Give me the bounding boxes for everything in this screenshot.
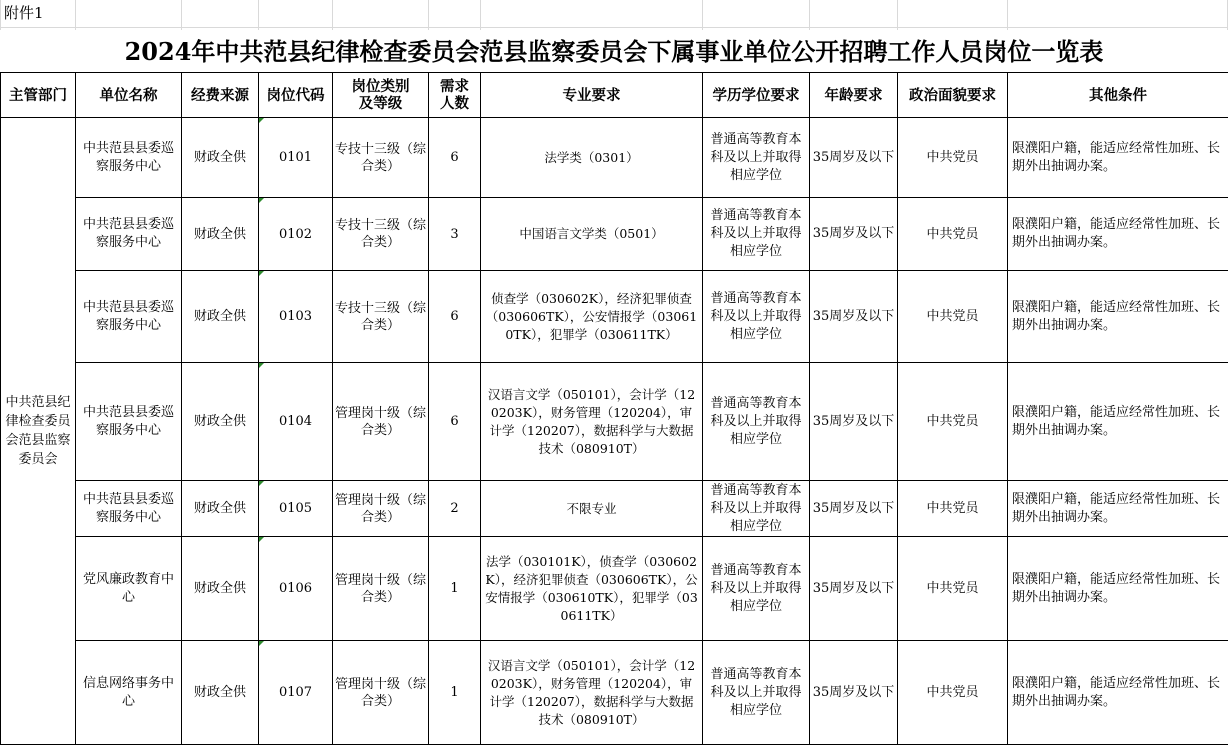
code-value: 0104	[278, 414, 313, 429]
other-cell: 限濮阳户籍，能适应经常性加班、长期外出抽调办案。	[1008, 271, 1228, 363]
table-row	[1, 363, 1228, 481]
funding-cell: 财政全供	[182, 641, 259, 745]
count-cell: 3	[429, 198, 481, 271]
gridline	[0, 27, 1228, 28]
other-cell: 限濮阳户籍，能适应经常性加班、长期外出抽调办案。	[1008, 641, 1228, 745]
table-row	[1, 537, 1228, 641]
category-cell: 专技十三级（综合类）	[333, 198, 429, 271]
political-cell: 中共党员	[898, 271, 1008, 363]
political-cell: 中共党员	[898, 641, 1008, 745]
annex-label: 附件1	[4, 4, 44, 22]
code-value: 0107	[278, 685, 313, 700]
header-row	[1, 73, 1228, 118]
political-cell: 中共党员	[898, 198, 1008, 271]
code-value: 0101	[278, 150, 313, 165]
dept-cell: 中共范县纪律检查委员会范县监察委员会	[1, 118, 76, 745]
education-cell: 普通高等教育本科及以上并取得相应学位	[703, 481, 810, 537]
code-cell	[259, 118, 333, 198]
category-cell: 管理岗十级（综合类）	[333, 641, 429, 745]
cell-marker	[259, 271, 264, 276]
code-cell	[259, 537, 333, 641]
education-cell: 普通高等教育本科及以上并取得相应学位	[703, 118, 810, 198]
age-cell: 35周岁及以下	[810, 271, 898, 363]
age-cell: 35周岁及以下	[810, 118, 898, 198]
unit-cell: 中共范县县委巡察服务中心	[76, 198, 182, 271]
code-value: 0106	[278, 581, 313, 596]
major-cell: 汉语言文学（050101），会计学（120203K），财务管理（120204），审计学（120207），数据科学与大数据技术（080910T）	[481, 641, 703, 745]
cell-marker	[259, 363, 264, 368]
category-cell: 管理岗十级（综合类）	[333, 363, 429, 481]
count-cell: 6	[429, 271, 481, 363]
table-row	[1, 481, 1228, 537]
gridline	[181, 0, 182, 30]
count-cell: 1	[429, 641, 481, 745]
education-cell: 普通高等教育本科及以上并取得相应学位	[703, 363, 810, 481]
unit-cell: 信息网络事务中心	[76, 641, 182, 745]
header-other: 其他条件	[1008, 73, 1228, 118]
education-cell: 普通高等教育本科及以上并取得相应学位	[703, 537, 810, 641]
gridline	[897, 0, 898, 30]
code-value: 0105	[278, 501, 313, 516]
funding-cell: 财政全供	[182, 271, 259, 363]
education-cell: 普通高等教育本科及以上并取得相应学位	[703, 198, 810, 271]
table-row	[1, 641, 1228, 745]
gridline	[75, 0, 76, 30]
funding-cell: 财政全供	[182, 537, 259, 641]
header-dept: 主管部门	[1, 73, 76, 118]
political-cell: 中共党员	[898, 363, 1008, 481]
header-category: 岗位类别及等级	[333, 73, 429, 118]
count-cell: 6	[429, 363, 481, 481]
age-cell: 35周岁及以下	[810, 198, 898, 271]
other-cell: 限濮阳户籍，能适应经常性加班、长期外出抽调办案。	[1008, 198, 1228, 271]
gridline	[0, 0, 1, 30]
gridline	[480, 0, 481, 30]
code-value: 0102	[278, 226, 313, 242]
gridline	[332, 0, 333, 30]
age-cell: 35周岁及以下	[810, 537, 898, 641]
education-cell: 普通高等教育本科及以上并取得相应学位	[703, 641, 810, 745]
major-cell: 汉语言文学（050101），会计学（120203K），财务管理（120204），审计学（120207），数据科学与大数据技术（080910T）	[481, 363, 703, 481]
major-cell: 法学（030101K），侦查学（030602K），经济犯罪侦查（030606TK），公安情报学（030610TK），犯罪学（030611TK）	[481, 537, 703, 641]
header-major: 专业要求	[481, 73, 703, 118]
gridline	[702, 0, 703, 30]
code-value: 0103	[278, 309, 313, 324]
recruitment-table	[0, 72, 1228, 745]
header-age: 年龄要求	[810, 73, 898, 118]
category-cell: 管理岗十级（综合类）	[333, 537, 429, 641]
major-cell: 不限专业	[481, 481, 703, 537]
header-count: 需求人数	[429, 73, 481, 118]
major-cell: 中国语言文学类（0501）	[481, 198, 703, 271]
count-cell: 1	[429, 537, 481, 641]
code-cell	[259, 198, 333, 271]
code-cell	[259, 641, 333, 745]
cell-marker	[259, 118, 264, 123]
age-cell: 35周岁及以下	[810, 641, 898, 745]
cell-marker	[259, 481, 264, 486]
other-cell: 限濮阳户籍，能适应经常性加班、长期外出抽调办案。	[1008, 363, 1228, 481]
code-cell	[259, 481, 333, 537]
gridline	[1007, 0, 1008, 30]
major-cell: 侦查学（030602K），经济犯罪侦查（030606TK），公安情报学（030610TK），犯罪学（030611TK）	[481, 271, 703, 363]
funding-cell: 财政全供	[182, 118, 259, 198]
page-title: 2024年中共范县纪律检查委员会范县监察委员会下属事业单位公开招聘工作人员岗位一览表	[124, 37, 1104, 66]
funding-cell: 财政全供	[182, 481, 259, 537]
other-cell: 限濮阳户籍，能适应经常性加班、长期外出抽调办案。	[1008, 481, 1228, 537]
other-cell: 限濮阳户籍，能适应经常性加班、长期外出抽调办案。	[1008, 537, 1228, 641]
unit-cell: 中共范县县委巡察服务中心	[76, 481, 182, 537]
cell-marker	[259, 198, 264, 203]
gridline	[809, 0, 810, 30]
unit-cell: 中共范县县委巡察服务中心	[76, 118, 182, 198]
code-cell	[259, 271, 333, 363]
table-row	[1, 198, 1228, 271]
header-code: 岗位代码	[259, 73, 333, 118]
cell-marker	[259, 641, 264, 646]
unit-cell: 党风廉政教育中心	[76, 537, 182, 641]
education-cell: 普通高等教育本科及以上并取得相应学位	[703, 271, 810, 363]
age-cell: 35周岁及以下	[810, 363, 898, 481]
gridline	[428, 0, 429, 30]
political-cell: 中共党员	[898, 481, 1008, 537]
table-row	[1, 271, 1228, 363]
count-cell: 2	[429, 481, 481, 537]
political-cell: 中共党员	[898, 537, 1008, 641]
gridline	[258, 0, 259, 30]
other-cell: 限濮阳户籍，能适应经常性加班、长期外出抽调办案。	[1008, 118, 1228, 198]
header-funding: 经费来源	[182, 73, 259, 118]
unit-cell: 中共范县县委巡察服务中心	[76, 363, 182, 481]
major-cell: 法学类（0301）	[481, 118, 703, 198]
header-unit: 单位名称	[76, 73, 182, 118]
unit-cell: 中共范县县委巡察服务中心	[76, 271, 182, 363]
header-political: 政治面貌要求	[898, 73, 1008, 118]
political-cell: 中共党员	[898, 118, 1008, 198]
category-cell: 专技十三级（综合类）	[333, 118, 429, 198]
table-row	[1, 118, 1228, 198]
category-cell: 管理岗十级（综合类）	[333, 481, 429, 537]
header-education: 学历学位要求	[703, 73, 810, 118]
count-cell: 6	[429, 118, 481, 198]
age-cell: 35周岁及以下	[810, 481, 898, 537]
category-cell: 专技十三级（综合类）	[333, 271, 429, 363]
funding-cell: 财政全供	[182, 198, 259, 271]
code-cell	[259, 363, 333, 481]
cell-marker	[259, 537, 264, 542]
funding-cell: 财政全供	[182, 363, 259, 481]
